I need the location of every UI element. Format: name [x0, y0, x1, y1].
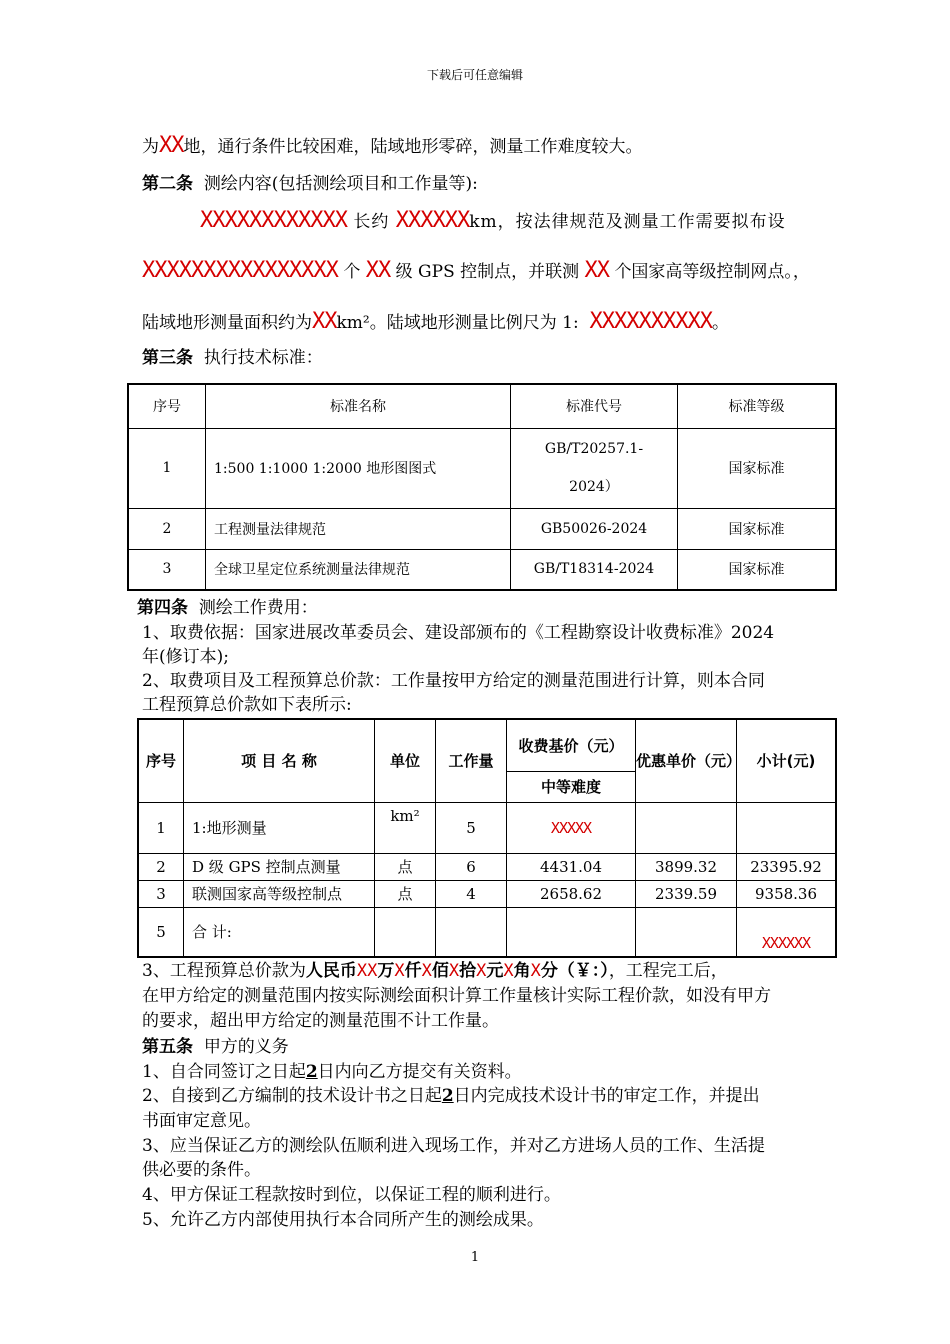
cell-code — [511, 428, 678, 508]
header-cell: 标准名称 — [206, 384, 511, 428]
header-cell: 收费基价（元） — [507, 719, 636, 771]
paragraph-terrain — [142, 134, 643, 159]
fee-basis-line: 1、取费依据：国家进展改革委员会、建设部颁布的《工程勘察设计收费标准》2024 — [142, 623, 775, 643]
header-cell: 标准代号 — [511, 384, 678, 428]
fee-table — [137, 718, 837, 958]
placeholder-red: X — [421, 961, 432, 981]
cell-unit: 点 — [375, 853, 436, 880]
duty-4: 4、甲方保证工程款按时到位，以保证工程的顺利进行。 — [142, 1185, 561, 1205]
article-text: 测绘工作费用： — [198, 598, 318, 618]
article-2-heading — [142, 172, 478, 196]
header-cell: 优惠单价（元） — [636, 719, 737, 802]
paragraph-content-3 — [142, 310, 729, 335]
total-price-line — [142, 959, 728, 983]
cell-qty: 6 — [436, 853, 507, 880]
cell-level: 国家标准 — [678, 428, 837, 508]
text: km，按法律规范及测量工作需要拟布设 — [469, 212, 786, 232]
cell-level: 国家标准 — [678, 549, 837, 590]
article-text: 测绘内容(包括测绘项目和工作量等): — [203, 174, 478, 194]
cell-no: 2 — [128, 508, 206, 549]
header-cell: 标准等级 — [678, 384, 837, 428]
underlined-value: 2 — [441, 1086, 454, 1106]
table-header-row — [138, 719, 836, 771]
text: 3、工程预算总价款为 — [142, 961, 306, 981]
cell-no: 3 — [128, 549, 206, 590]
table-total-row — [138, 907, 836, 957]
total-price-line: 在甲方给定的测量范围内按实际测绘面积计算工作量核计实际工程价款，如没有甲方 — [142, 986, 771, 1006]
cell-no: 1 — [138, 802, 184, 853]
fee-items-line: 2、取费项目及工程预算总价款：工作量按甲方给定的测量范围进行计算，则本合同 — [142, 671, 765, 691]
cell-unit: km² — [375, 802, 436, 853]
header-cell: 单位 — [375, 719, 436, 802]
code-line: GB/T20257.1- — [544, 441, 644, 457]
text: 人民币 — [305, 961, 357, 981]
underlined-value: 2 — [305, 1062, 318, 1082]
placeholder-red: XXXXXXXXXX — [589, 309, 712, 334]
text: 日内完成技术设计书的审定工作，并提出 — [453, 1086, 760, 1106]
duty-3-cont: 供必要的条件。 — [142, 1160, 261, 1180]
fee-basis-line: 年(修订本); — [142, 647, 229, 667]
text: 1、自合同签订之日起 — [142, 1062, 306, 1082]
cell-unit: 点 — [375, 880, 436, 907]
table-row — [138, 880, 836, 907]
placeholder-red: XX — [365, 258, 391, 283]
cell-base — [507, 907, 636, 957]
text: 分（￥：） — [540, 961, 609, 981]
article-text: 甲方的义务 — [203, 1037, 289, 1057]
placeholder-red: XX — [356, 961, 378, 981]
placeholder-red: XXXXXXXXXXXX — [200, 208, 347, 233]
duty-1 — [142, 1060, 522, 1084]
text: 。 — [711, 313, 729, 333]
text: 2、自接到乙方编制的技术设计书之日起 — [142, 1086, 442, 1106]
cell-disc: 3899.32 — [636, 853, 737, 880]
text: 地，通行条件比较困难，陆域地形零碎，测量工作难度较大。 — [183, 137, 643, 157]
text: 长约 — [353, 212, 390, 232]
article-4-heading — [137, 596, 318, 620]
paragraph-content-1 — [200, 209, 786, 234]
text: 佰 — [431, 961, 449, 981]
text: km²。陆域地形测量比例尺为 1: — [336, 313, 579, 333]
text: 级 GPS 控制点，并联测 — [395, 262, 580, 282]
cell-qty: 4 — [436, 880, 507, 907]
page-header: 下载后可任意编辑 — [426, 68, 523, 82]
placeholder-red: X — [448, 961, 460, 981]
header-cell: 小计(元) — [737, 719, 837, 802]
placeholder-red: X — [530, 961, 541, 981]
table-row — [128, 508, 836, 549]
article-title: 第三条 — [142, 348, 193, 368]
cell-name: 1:500 1:1000 1:2000 地形图图式 — [206, 428, 511, 508]
article-5-heading — [142, 1035, 289, 1059]
placeholder-red: X — [394, 961, 405, 981]
placeholder-red: XX — [159, 133, 184, 158]
duty-2 — [142, 1084, 760, 1108]
cell-no: 1 — [128, 428, 206, 508]
standards-table — [127, 383, 837, 591]
header-cell: 序号 — [138, 719, 184, 802]
article-title: 第四条 — [137, 598, 188, 618]
cell-qty: 5 — [436, 802, 507, 853]
cell-base: XXXXX — [507, 802, 636, 853]
text: 个国家高等级控制网点。， — [614, 262, 810, 282]
placeholder-red: XXXXXX — [395, 208, 470, 233]
text: 陆域地形测量面积约为 — [142, 313, 312, 333]
cell-disc: 2339.59 — [636, 880, 737, 907]
cell-sub — [737, 802, 837, 853]
cell-no: 2 — [138, 853, 184, 880]
fee-items-line: 工程预算总价款如下表所示: — [142, 695, 352, 715]
placeholder-red: XX — [312, 309, 337, 334]
cell-name: 合 计: — [184, 907, 375, 957]
cell-name: 全球卫星定位系统测量法律规范 — [206, 549, 511, 590]
cell-code: GB/T18314-2024 — [511, 549, 678, 590]
table-row — [128, 428, 836, 508]
article-title: 第五条 — [142, 1037, 193, 1057]
article-title: 第二条 — [142, 174, 193, 194]
cell-disc — [636, 802, 737, 853]
placeholder-red: X — [503, 961, 514, 981]
page-number: 1 — [470, 1250, 480, 1265]
placeholder-red: XX — [584, 258, 610, 283]
header-cell: 序号 — [128, 384, 206, 428]
header-cell: 项 目 名 称 — [184, 719, 375, 802]
cell-total: XXXXXX — [737, 907, 837, 957]
total-price-line: 的要求，超出甲方给定的测量范围不计工作量。 — [142, 1011, 499, 1031]
text: 万 — [377, 961, 395, 981]
cell-no: 3 — [138, 880, 184, 907]
table-row — [138, 853, 836, 880]
table-row — [128, 549, 836, 590]
duty-3: 3、应当保证乙方的测绘队伍顺利进入现场工作，并对乙方进场人员的工作、生活提 — [142, 1136, 765, 1156]
cell-name: 1:地形测量 — [184, 802, 375, 853]
cell-unit — [375, 907, 436, 957]
text: ，工程完工后， — [608, 961, 728, 981]
cell-disc — [636, 907, 737, 957]
placeholder-red: XXXXXXXXXXXXXXXX — [142, 258, 338, 283]
table-header-row — [128, 384, 836, 428]
cell-name: 联测国家高等级控制点 — [184, 880, 375, 907]
text: 日内向乙方提交有关资料。 — [317, 1062, 522, 1082]
cell-name: 工程测量法律规范 — [206, 508, 511, 549]
placeholder-red: X — [476, 961, 487, 981]
duty-2-cont: 书面审定意见。 — [142, 1111, 261, 1131]
text: 为 — [142, 137, 159, 157]
cell-no: 5 — [138, 907, 184, 957]
text: 仟 — [404, 961, 422, 981]
cell-code: GB50026-2024 — [511, 508, 678, 549]
paragraph-content-2 — [142, 259, 810, 284]
cell-sub: 23395.92 — [737, 853, 837, 880]
article-text: 执行技术标准： — [203, 348, 323, 368]
cell-sub: 9358.36 — [737, 880, 837, 907]
text: 拾 — [459, 961, 477, 981]
text: 元 — [486, 961, 504, 981]
cell-base: 2658.62 — [507, 880, 636, 907]
cell-name: D 级 GPS 控制点测量 — [184, 853, 375, 880]
table-row — [138, 802, 836, 853]
cell-base: 4431.04 — [507, 853, 636, 880]
header-cell: 工作量 — [436, 719, 507, 802]
cell-qty — [436, 907, 507, 957]
text: 角 — [513, 961, 531, 981]
cell-level: 国家标准 — [678, 508, 837, 549]
header-cell: 中等难度 — [507, 771, 636, 802]
duty-5: 5、允许乙方内部使用执行本合同所产生的测绘成果。 — [142, 1210, 544, 1230]
article-3-heading — [142, 346, 323, 370]
text: 个 — [343, 262, 361, 282]
code-line: 2024） — [569, 479, 619, 495]
